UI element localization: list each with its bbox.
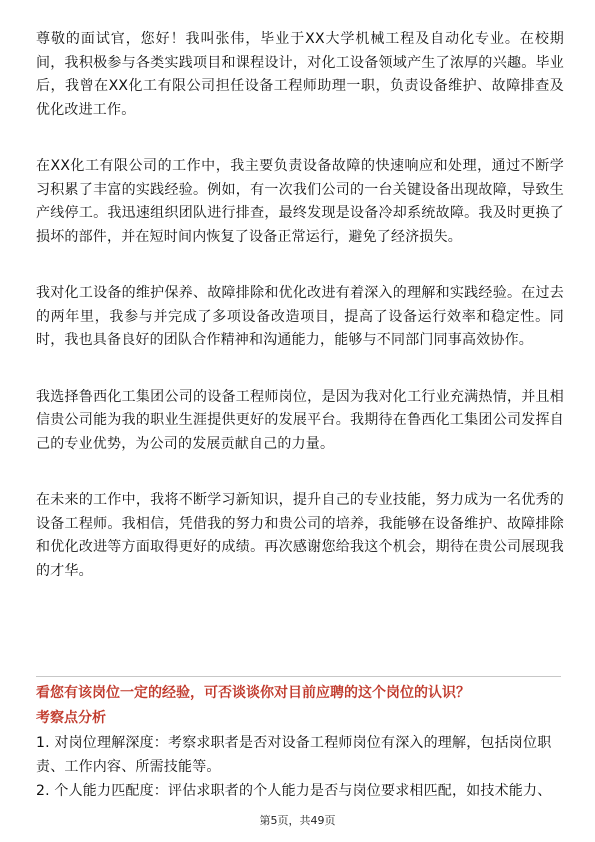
analysis-heading: 考察点分析 xyxy=(36,710,106,726)
page-number: 第5页，共49页 xyxy=(259,814,336,827)
interview-question: 看您有该岗位一定的经验，可否谈谈你对目前应聘的这个岗位的认识？ xyxy=(36,685,470,701)
analysis-point: 2. 个人能力匹配度：评估求职者的个人能力是否与岗位要求相匹配，如技术能力、 xyxy=(36,783,552,799)
analysis-points xyxy=(36,732,564,805)
paragraph-skills: 我对化工设备的维护保养、故障排除和优化改进有着深入的理解和实践经验。在过去的两年里，我参与并完成了多项设备改造项目，提高了设备运行效率和稳定性。同时，我也具备良好的团队合作精神和沟通能力，能够与不同部门同事高效协作。 xyxy=(36,285,564,348)
paragraph-motivation: 我选择鲁西化工集团公司的设备工程师岗位，是因为我对化工行业充满热情，并且相信贵公司能为我的职业生涯提供更好的发展平台。我期待在鲁西化工集团公司发挥自己的专业优势，为公司的发展贡献自己的力量。 xyxy=(36,388,564,452)
answer-body xyxy=(36,28,564,616)
analysis-point: 1. 对岗位理解深度：考察求职者是否对设备工程师岗位有深入的理解，包括岗位职责、工作内容、所需技能等。 xyxy=(36,735,552,775)
paragraph-work-experience: 在XX化工有限公司的工作中，我主要负责设备故障的快速响应和处理，通过不断学习积累了丰富的实践经验。例如，有一次我们公司的一台关键设备出现故障，导致生产线停工。我迅速组织团队进行排查，最终发现是设备冷却系统故障。我及时更换了损坏的部件，并在短时间内恢复了设备正常运行，避免了经济损失。 xyxy=(36,158,564,245)
paragraph-introduction: 尊敬的面试官，您好！我叫张伟，毕业于XX大学机械工程及自动化专业。在校期间，我积极参与各类实践项目和课程设计，对化工设备领域产生了浓厚的兴趣。毕业后，我曾在XX化工有限公司担任设备工程师助理一职，负责设备维护、故障排查及优化改进工作。 xyxy=(36,31,564,118)
section-divider xyxy=(36,676,561,677)
paragraph-future-goals: 在未来的工作中，我将不断学习新知识，提升自己的专业技能，努力成为一名优秀的设备工程师。我相信，凭借我的努力和贵公司的培养，我能够在设备维护、故障排除和优化改进等方面取得更好的成绩。再次感谢您给我这个机会，期待在贵公司展现我的才华。 xyxy=(36,492,564,579)
